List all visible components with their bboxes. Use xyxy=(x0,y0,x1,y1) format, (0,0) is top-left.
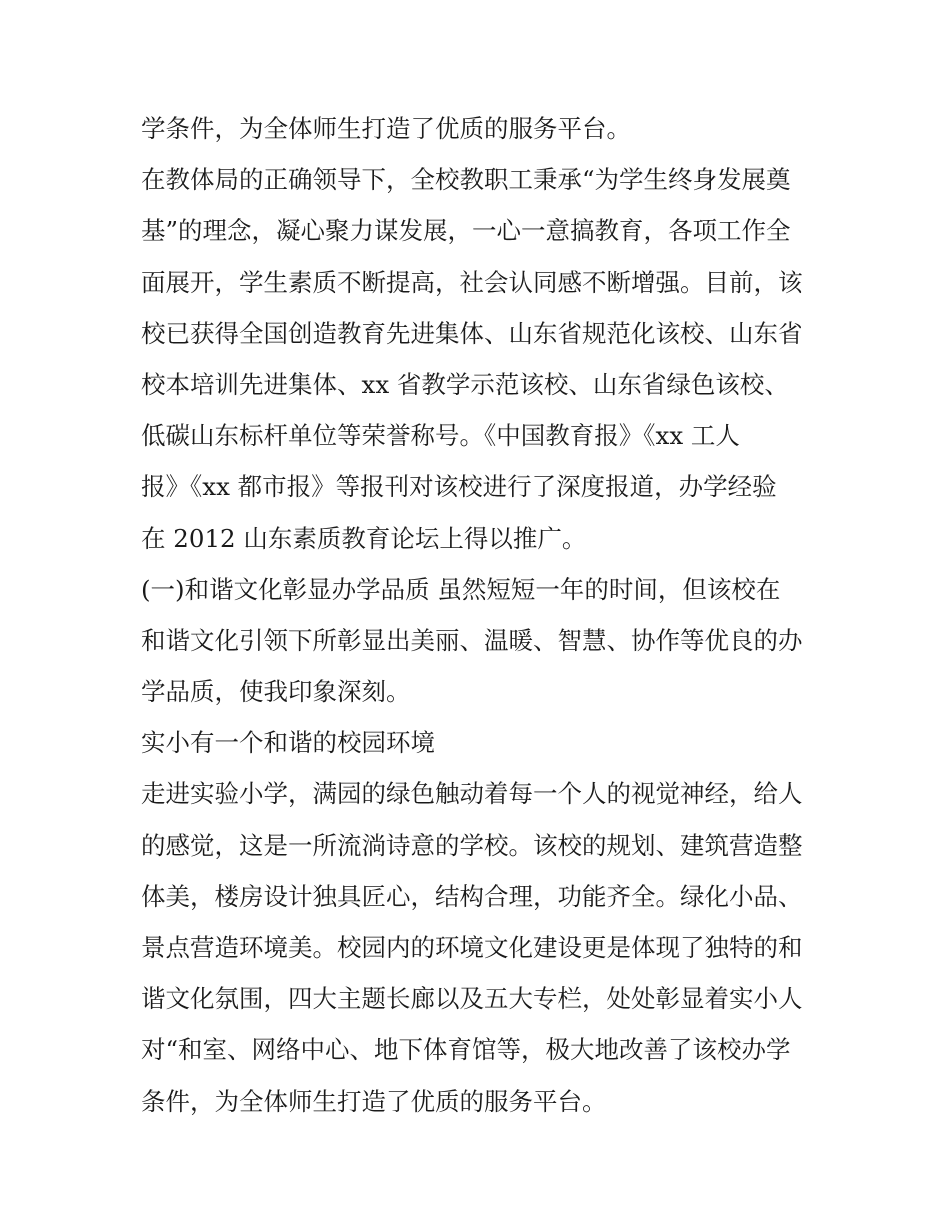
text-line: 面展开，学生素质不断提高，社会认同感不断增强。目前，该 xyxy=(141,267,803,297)
text-line: 校已获得全国创造教育先进集体、山东省规范化该校、山东省 xyxy=(141,318,803,348)
text-line: 校本培训先进集体、xx 省教学示范该校、山东省绿色该校、 xyxy=(141,369,789,399)
text-line: 对“和室、网络中心、地下体育馆等，极大地改善了该校办学 xyxy=(141,1035,791,1065)
text-line: 和谐文化引领下所彰显出美丽、温暖、智慧、协作等优良的办 xyxy=(141,625,803,655)
section-heading: 实小有一个和谐的校园环境 xyxy=(141,728,435,758)
text-line: 学条件，为全体师生打造了优质的服务平台。 xyxy=(141,114,631,143)
text-line: 走进实验小学，满园的绿色触动着每一个人的视觉神经，给人 xyxy=(141,779,803,809)
text-line: 学品质，使我印象深刻。 xyxy=(141,677,411,707)
text-line: 景点营造环境美。校园内的环境文化建设更是体现了独特的和 xyxy=(141,933,803,962)
text-line: 低碳山东标杆单位等荣誉称号。《中国教育报》《xx 工人 xyxy=(141,421,740,451)
text-line: (一)和谐文化彰显办学品质 虽然短短一年的时间，但该校在 xyxy=(141,574,781,604)
text-line: 条件，为全体师生打造了优质的服务平台。 xyxy=(141,1086,607,1116)
text-line: 谐文化氛围，四大主题长廊以及五大专栏，处处彰显着实小人 xyxy=(141,984,803,1014)
text-line: 在 2012 山东素质教育论坛上得以推广。 xyxy=(141,523,587,553)
document-body xyxy=(141,103,821,1127)
text-line: 基”的理念，凝心聚力谋发展，一心一意搞教育，各项工作全 xyxy=(141,216,791,246)
text-line: 的感觉，这是一所流淌诗意的学校。该校的规划、建筑营造整 xyxy=(141,830,803,860)
text-line: 体美，楼房设计独具匠心，结构合理，功能齐全。绿化小品、 xyxy=(141,881,803,911)
text-line: 报》《xx 都市报》等报刊对该校进行了深度报道，办学经验 xyxy=(141,472,777,502)
text-line: 在教体局的正确领导下，全校教职工秉承“为学生终身发展奠 xyxy=(141,165,791,195)
